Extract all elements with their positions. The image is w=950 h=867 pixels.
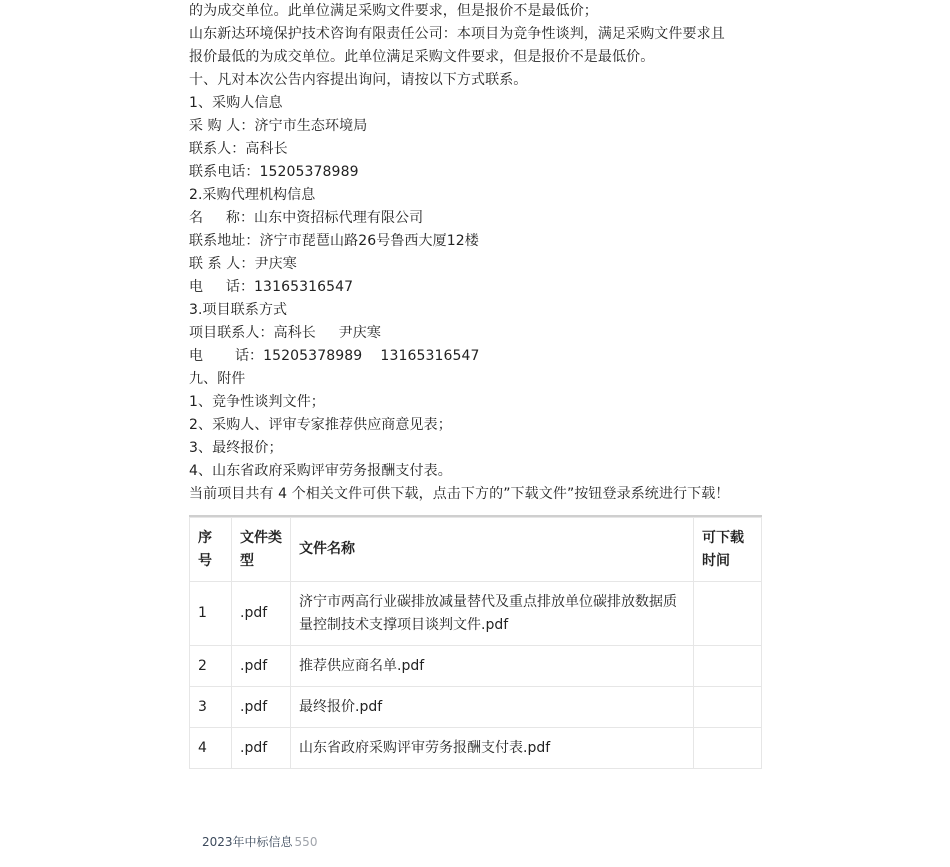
cell-file-name[interactable]: 最终报价.pdf: [291, 687, 694, 728]
download-notice: 当前项目共有 4 个相关文件可供下载，点击下方的”下载文件”按钮登录系统进行下载！: [189, 486, 730, 502]
purchaser-name: 采 购 人：济宁市生态环境局: [189, 118, 368, 134]
purchaser-contact: 联系人：高科长: [189, 141, 288, 157]
cell-time: [694, 687, 762, 728]
cell-type: .pdf: [232, 687, 291, 728]
agency-phone: 电 话：13165316547: [189, 279, 354, 295]
cell-time: [694, 646, 762, 687]
table-row: [190, 646, 762, 687]
cell-time: [694, 728, 762, 769]
agency-name: 名 称：山东中资招标代理有限公司: [189, 210, 424, 226]
project-contact-persons: 项目联系人：高科长 尹庆寒: [189, 325, 381, 341]
files-table-container: [189, 515, 762, 769]
header-time: 可下载时间: [694, 518, 762, 582]
section-attachments: 九、附件: [189, 371, 246, 387]
announcement-body: [189, 0, 764, 769]
attachment-item: 2、采购人、评审专家推荐供应商意见表；: [189, 417, 452, 433]
table-row: [190, 687, 762, 728]
footer-link-2023-winning-info[interactable]: 2023年中标信息: [202, 835, 293, 849]
files-table: [189, 517, 762, 769]
cell-no: 2: [190, 646, 232, 687]
table-header-row: [190, 518, 762, 582]
footer-bar: [202, 833, 317, 851]
purchaser-phone: 联系电话：15205378989: [189, 164, 359, 180]
agency-contact: 联 系 人：尹庆寒: [189, 256, 297, 272]
header-no: 序号: [190, 518, 232, 582]
section-project-contact: 3.项目联系方式: [189, 302, 288, 318]
footer-count: 550: [294, 835, 318, 849]
cell-type: .pdf: [232, 728, 291, 769]
cell-type: .pdf: [232, 582, 291, 646]
agency-address: 联系地址：济宁市琵琶山路26号鲁西大厦12楼: [189, 233, 479, 249]
table-row: [190, 728, 762, 769]
section-purchaser-info: 1、采购人信息: [189, 95, 283, 111]
cell-time: [694, 582, 762, 646]
cell-file-name[interactable]: 济宁市两高行业碳排放减量替代及重点排放单位碳排放数据质量控制技术支撑项目谈判文件.pdf: [291, 582, 694, 646]
cell-no: 4: [190, 728, 232, 769]
section-heading-inquiry: 十、凡对本次公告内容提出询问，请按以下方式联系。: [189, 72, 528, 88]
cell-file-name[interactable]: 山东省政府采购评审劳务报酬支付表.pdf: [291, 728, 694, 769]
cell-file-name[interactable]: 推荐供应商名单.pdf: [291, 646, 694, 687]
attachment-item: 1、竞争性谈判文件；: [189, 394, 325, 410]
project-contact-phones: 电 话：15205378989 13165316547: [189, 348, 480, 364]
text-line: 的为成交单位。此单位满足采购文件要求，但是报价不是最低价；: [189, 3, 598, 19]
attachment-item: 4、山东省政府采购评审劳务报酬支付表。: [189, 463, 452, 479]
cell-no: 1: [190, 582, 232, 646]
cell-no: 3: [190, 687, 232, 728]
section-agency-info: 2.采购代理机构信息: [189, 187, 316, 203]
attachment-item: 3、最终报价；: [189, 440, 283, 456]
text-line: 报价最低的为成交单位。此单位满足采购文件要求，但是报价不是最低价。: [189, 49, 655, 65]
header-name: 文件名称: [291, 518, 694, 582]
table-row: [190, 582, 762, 646]
text-line: 山东新达环境保护技术咨询有限责任公司：本项目为竞争性谈判，满足采购文件要求且: [189, 26, 725, 42]
cell-type: .pdf: [232, 646, 291, 687]
header-type: 文件类型: [232, 518, 291, 582]
